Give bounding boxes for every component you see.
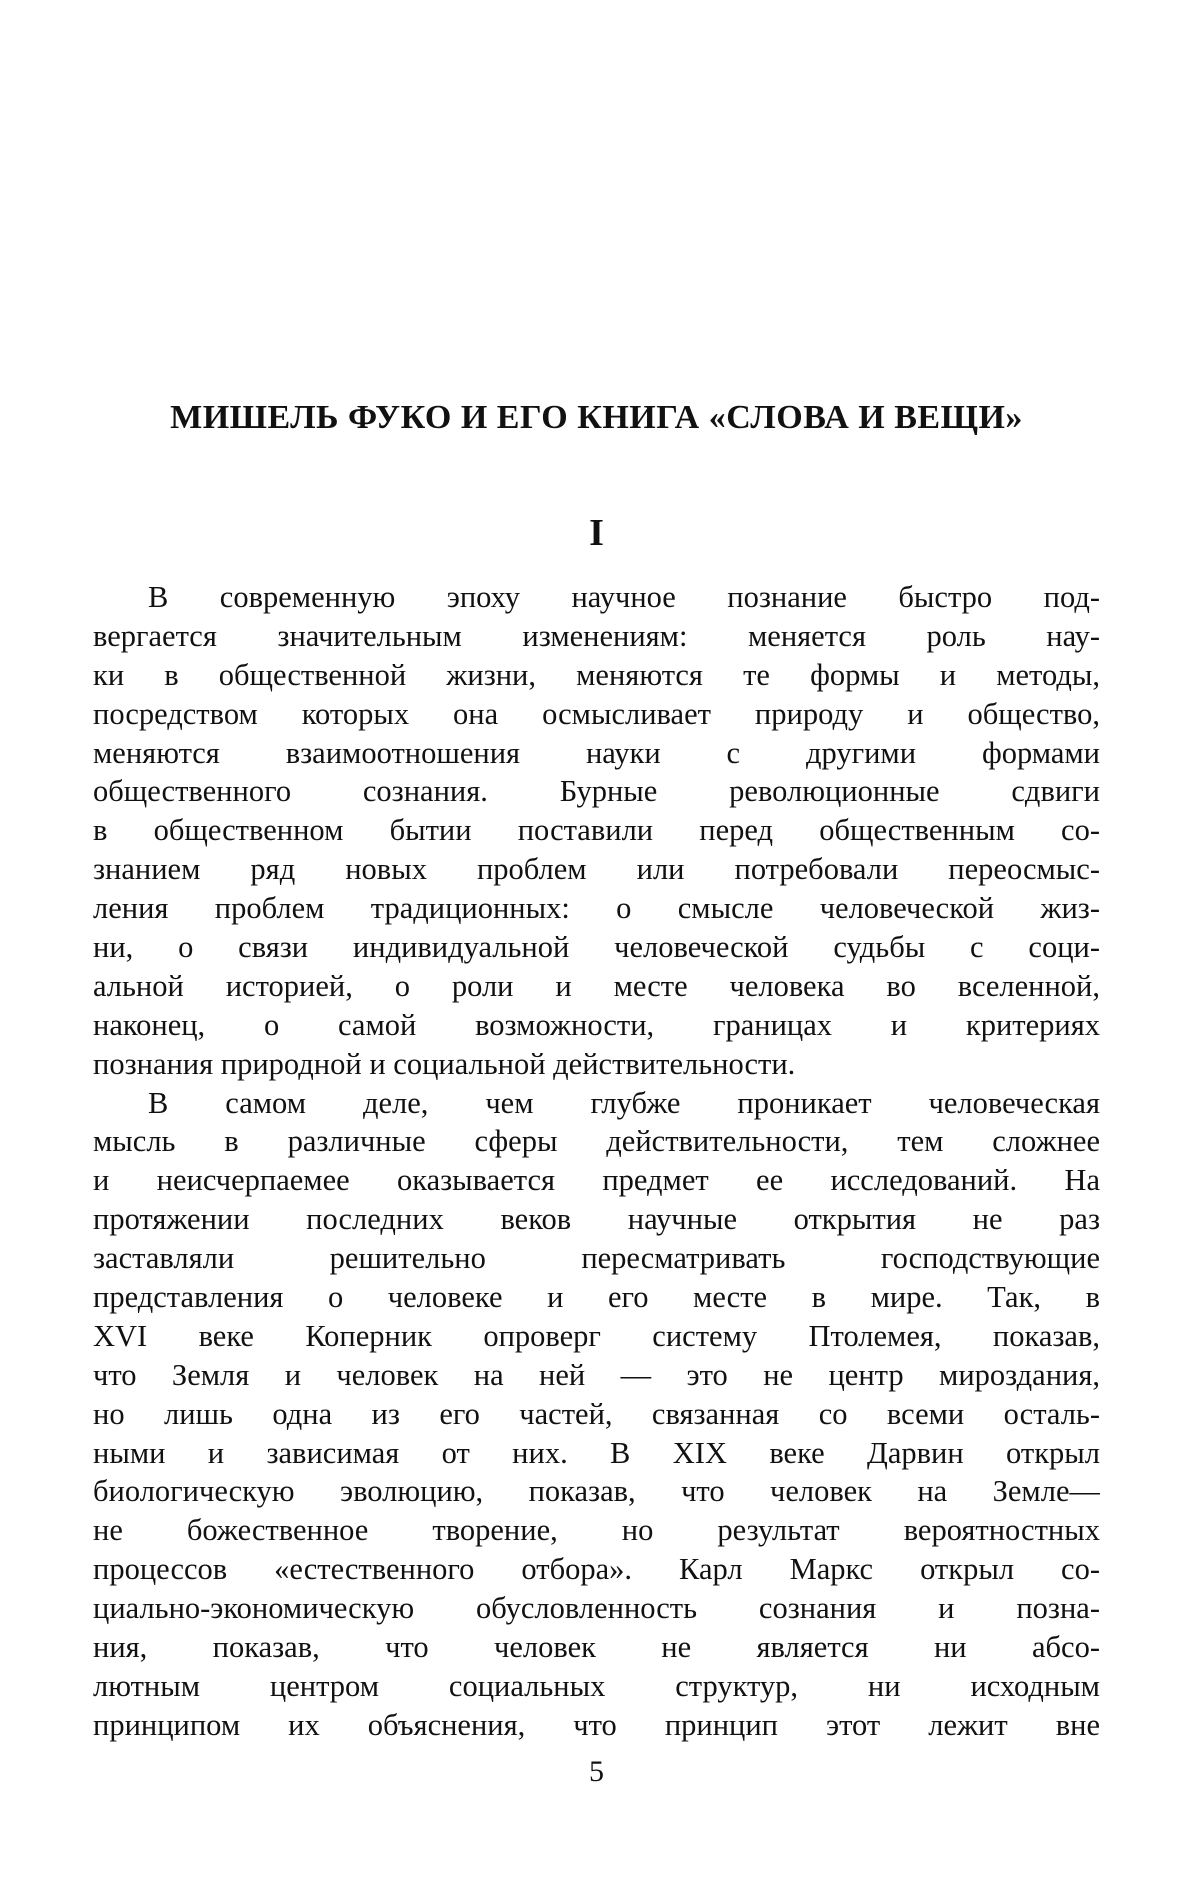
text-line: биологическую эволюцию, показав, что человек на Земле—: [93, 1474, 1100, 1509]
text-line: не божественное творение, но результат вероятностных: [93, 1513, 1100, 1548]
text-line: процессов «естественного отбора». Карл Маркс открыл со-: [93, 1552, 1100, 1587]
text-line: познания природной и социальной действительности.: [93, 1046, 796, 1081]
section-number: I: [589, 512, 604, 554]
text-line: и неисчерпаемее оказывается предмет ее исследований. На: [93, 1163, 1100, 1198]
text-line: ления проблем традиционных: о смысле человеческой жиз-: [93, 891, 1100, 926]
text-line: В самом деле, чем глубже проникает человеческая: [148, 1085, 1100, 1120]
chapter-title: МИШЕЛЬ ФУКО И ЕГО КНИГА «СЛОВА И ВЕЩИ»: [170, 399, 1023, 436]
text-line: знанием ряд новых проблем или потребовали переосмыс-: [93, 852, 1100, 887]
text-line: протяжении последних веков научные открытия не раз: [93, 1202, 1100, 1237]
text-line: В современную эпоху научное познание быстро под-: [148, 580, 1100, 614]
text-line: лютным центром социальных структур, ни исходным: [93, 1668, 1100, 1703]
text-line: мысль в различные сферы действительности, тем сложнее: [93, 1124, 1100, 1159]
text-line: посредством которых она осмысливает природу и общество,: [93, 696, 1100, 731]
text-line: принципом их объяснения, что принцип этот лежит вне: [93, 1707, 1100, 1742]
text-line: но лишь одна из его частей, связанная со всеми осталь-: [93, 1396, 1100, 1431]
text-line: что Земля и человек на ней — это не центр мироздания,: [93, 1357, 1100, 1392]
text-line: ни, о связи индивидуальной человеческой судьбы с соци-: [93, 930, 1100, 965]
text-line: вергается значительным изменениям: меняется роль нау-: [93, 618, 1100, 653]
text-line: ки в общественной жизни, меняются те формы и методы,: [93, 657, 1100, 692]
text-line: в общественном бытии поставили перед общественным со-: [93, 813, 1100, 848]
text-line: циально-экономическую обусловленность сознания и позна-: [93, 1591, 1100, 1626]
text-line: заставляли решительно пересматривать господствующие: [93, 1241, 1100, 1276]
text-line: альной историей, о роли и месте человека во вселенной,: [93, 968, 1100, 1003]
text-line: общественного сознания. Бурные революционные сдвиги: [93, 774, 1100, 809]
text-line: меняются взаимоотношения науки с другими формами: [93, 735, 1100, 770]
text-line: XVI веке Коперник опроверг систему Птолемея, показав,: [93, 1318, 1100, 1353]
page-number: 5: [589, 1755, 604, 1788]
text-line: ными и зависимая от них. В XIX веке Дарвин открыл: [93, 1435, 1100, 1470]
text-line: наконец, о самой возможности, границах и критериях: [93, 1007, 1100, 1042]
text-line: ния, показав, что человек не является ни абсо-: [93, 1630, 1100, 1665]
text-line: представления о человеке и его месте в мире. Так, в: [93, 1280, 1100, 1315]
body-text: [93, 578, 1100, 1745]
